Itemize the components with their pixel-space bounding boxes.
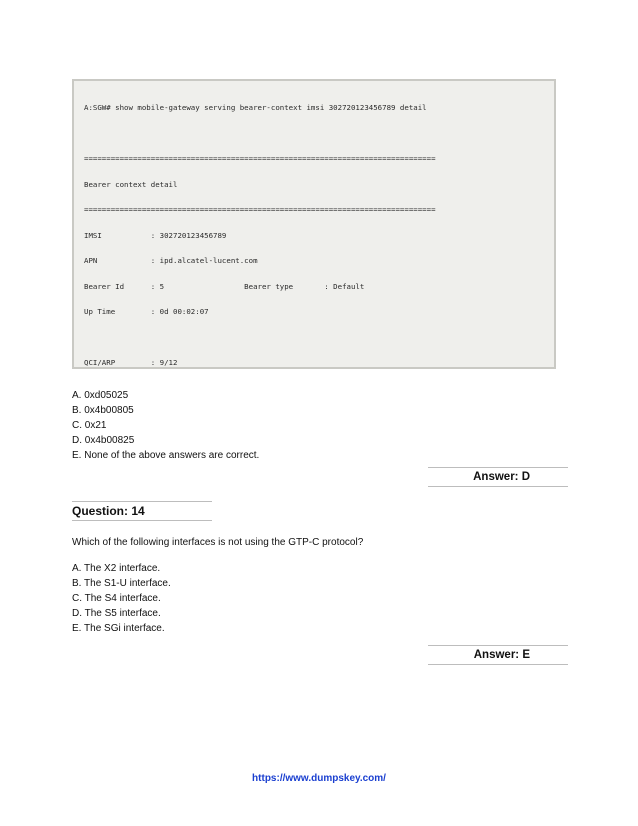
cli-line: IMSI : 302720123456789 <box>84 230 227 240</box>
option-e: E. None of the above answers are correct. <box>72 450 260 461</box>
option-d: D. The S5 interface. <box>72 608 161 619</box>
cli-line <box>84 334 546 343</box>
cli-line <box>84 130 546 139</box>
cli-line: APN : ipd.alcatel-lucent.com <box>84 256 258 265</box>
question-options <box>72 561 171 636</box>
cli-line: Bearer Id : 5 Bearer type : Default <box>84 281 365 291</box>
question-heading <box>72 501 212 521</box>
footer-link[interactable]: https://www.dumpskey.com/ <box>252 773 386 784</box>
cli-output-screenshot <box>72 79 556 369</box>
cli-line: Bearer context detail <box>84 179 178 189</box>
cli-line: Up Time : 0d 00:02:07 <box>84 307 209 316</box>
question-label: Question: 14 <box>72 504 145 518</box>
question-text: Which of the following interfaces is not using the GTP-C protocol? <box>72 537 364 548</box>
answer-box <box>428 645 568 665</box>
cli-line: A:SGW# show mobile-gateway serving bearer-context imsi 302720123456789 detail <box>84 103 427 112</box>
option-a: A. 0xd05025 <box>72 390 129 401</box>
option-d: D. 0x4b00825 <box>72 435 135 446</box>
option-c: C. The S4 interface. <box>72 593 161 604</box>
cli-line: QCI/ARP : 9/12 <box>84 358 178 367</box>
answer-label: Answer: E <box>473 649 530 661</box>
answer-label: Answer: D <box>473 471 530 483</box>
previous-answer-options <box>72 388 259 463</box>
option-c: C. 0x21 <box>72 420 107 431</box>
answer-box <box>428 467 568 487</box>
option-b: B. 0x4b00805 <box>72 405 134 416</box>
option-b: B. The S1-U interface. <box>72 578 171 589</box>
option-e: E. The SGi interface. <box>72 623 165 634</box>
cli-line: =============================================================================== <box>84 205 436 214</box>
option-a: A. The X2 interface. <box>72 563 161 574</box>
cli-line: =============================================================================== <box>84 154 436 163</box>
